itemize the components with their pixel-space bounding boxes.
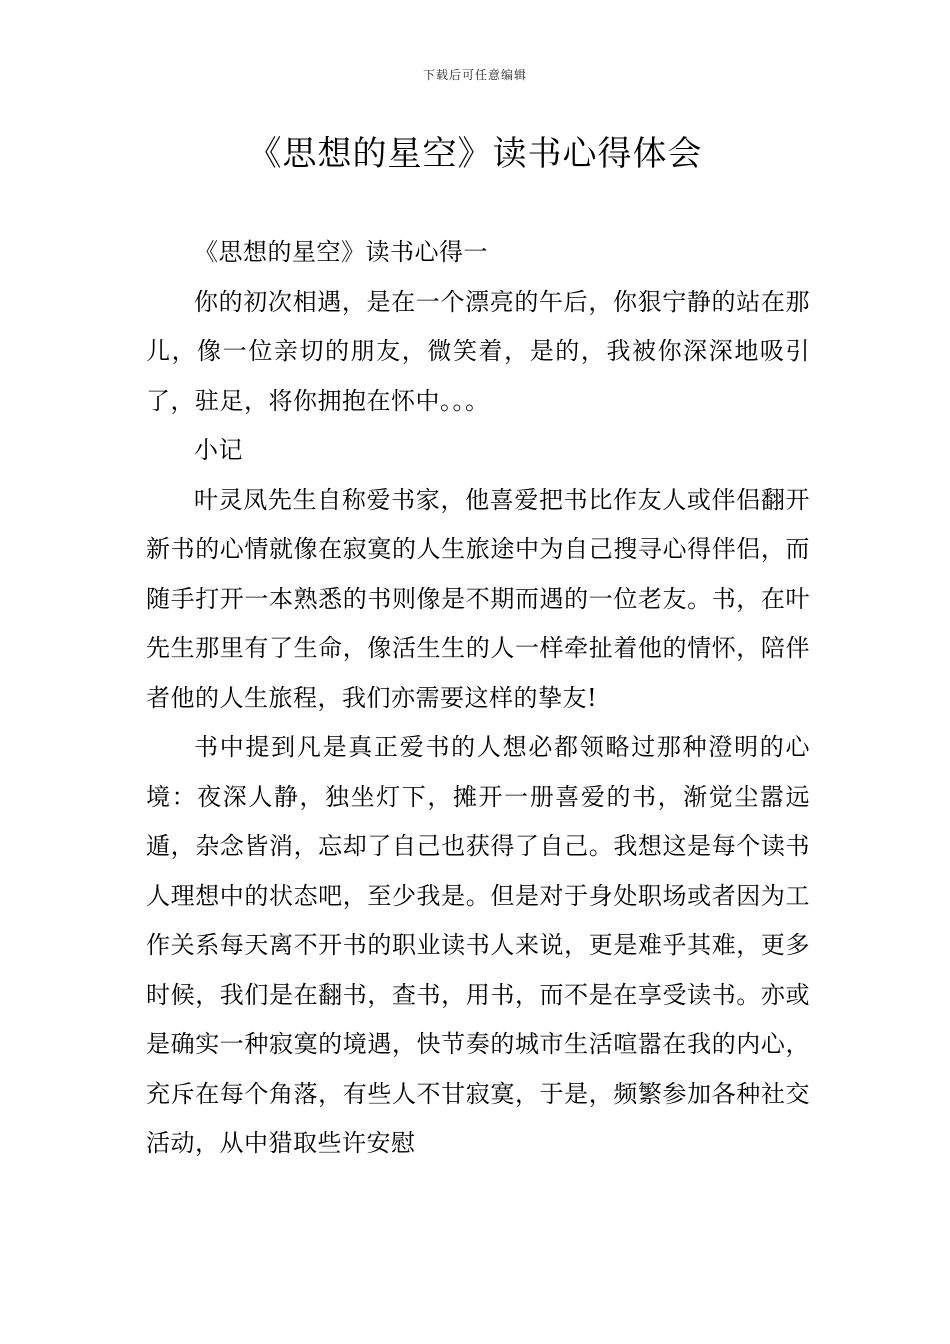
paragraph: 书中提到凡是真正爱书的人想必都领略过那种澄明的心境：夜深人静，独坐灯下，摊开一册喜爱的书，渐觉尘嚣远遁，杂念皆消，忘却了自己也获得了自己。我想这是每个读书人理想中的状态吧，至少我是。但是对于身处职场或者因为工作关系每天离不开书的职业读书人来说，更是难乎其难，更多时候，我们是在翻书，查书，用书，而不是在享受读书。亦或是确实一种寂寞的境遇，快节奏的城市生活喧嚣在我的内心，充斥在每个角落，有些人不甘寂寞，于是，频繁参加各种社交活动，从中猎取些许安慰: [146, 733, 810, 1157]
paragraph-note-label: 小记: [194, 436, 243, 464]
paragraph: 你的初次相遇，是在一个漂亮的午后，你狠宁静的站在那儿，像一位亲切的朋友，微笑着，是的，我被你深深地吸引了，驻足，将你拥抱在怀中。。。: [146, 287, 810, 415]
header-note: 下载后可任意编辑: [422, 68, 527, 82]
document-title: 《思想的星空》读书心得体会: [247, 134, 703, 174]
document-body: [146, 228, 810, 1169]
paragraph: 叶灵凤先生自称爱书家，他喜爱把书比作友人或伴侣翻开新书的心情就像在寂寞的人生旅途中为自己搜寻心得伴侣，而随手打开一本熟悉的书则像是不期而遇的一位老友。书，在叶先生那里有了生命，像活生生的人一样牵扯着他的情怀，陪伴者他的人生旅程，我们亦需要这样的挚友!: [146, 485, 810, 712]
paragraph-subtitle: 《思想的星空》读书心得一: [194, 238, 488, 266]
